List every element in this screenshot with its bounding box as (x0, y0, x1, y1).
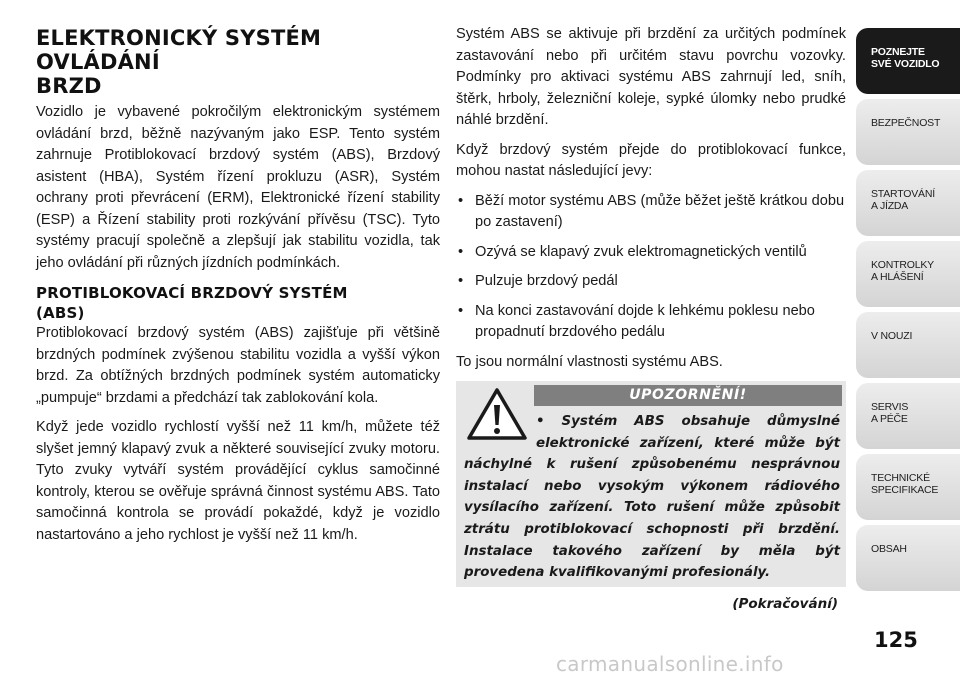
section-title-brake-control (36, 26, 440, 98)
left-column (36, 26, 440, 554)
abs-paragraph-2: Když jede vozidlo rychlostí vyšší než 11 km/h, můžete též slyšet jemný klapavý zvuk a některé související zvuky motoru. Tyto zvuky vytváří systém provádějící cyklus samočinné kontroly, kterou se ověřuje správná činnost systému ABS. Tato samočinná kontrola se provádí pokaždé, když je vozidlo nastartováno a jeho rychlost je vyšší než 11 km/h. (36, 419, 440, 543)
abs-activation-paragraph: Systém ABS se aktivuje při brzdění za určitých podmínek zastavování nebo při určitém stavu povrchu vozovky. Podmínky pro aktivaci systému ABS zahrnují led, sníh, štěrk, hrboly, železniční koleje, sypké úlomky nebo prudké náhlé brzdění. (456, 26, 846, 128)
abs-normal-paragraph: To jsou normální vlastnosti systému ABS. (456, 353, 723, 370)
tab-know-your-vehicle[interactable]: POZNEJTE SVÉ VOZIDLO (856, 28, 960, 94)
list-item: • Na konci zastavování dojde k lehkému poklesu nebo propadnutí brzdového pedálu (458, 302, 815, 340)
bullet-glyph: • (458, 273, 464, 289)
intro-paragraph: Vozidlo je vybavené pokročilým elektronickým systémem ovládání brzd, běžně nazývaným jako ESP. Tento systém zahrnuje Protiblokovací brzdový systém (ABS), Brzdový asistent (HBA), Systém řízení prokluzu (ASR), Systém ochrany proti převrácení (ERM), Elektronické řízení stability (ESP) a Řízení stability proti rozkývání přívěsu (TSC). Tyto systémy pracují společně a zlepšují jak stabilitu vozidla, tak jeho ovládání při různých jízdních podmínkách. (36, 104, 440, 271)
abs-title-line-2: (ABS) (36, 304, 85, 322)
tab-service-care[interactable]: SERVIS A PÉČE (856, 383, 960, 449)
bullet-glyph: • (458, 192, 464, 209)
title-line-2: BRZD (36, 74, 102, 98)
warning-box (456, 381, 846, 587)
page-number: 125 (874, 628, 918, 652)
tab-contents[interactable]: OBSAH (856, 525, 960, 591)
abs-title-line-1: PROTIBLOKOVACÍ BRZDOVÝ SYSTÉM (36, 284, 348, 302)
bullet-glyph: • (458, 302, 464, 319)
warning-text: • Systém ABS obsahuje důmyslné elektronické zařízení, které může být náchylné k rušení způsobenému nesprávnou instalací nebo vysokým výkonem rádiového vysílacího zařízení. Toto rušení může způsobit ztrátu protiblokovací schopnosti při brzdění. Instalace takového zařízení by měla být provedena kvalifikovanými profesionály. (464, 414, 840, 581)
right-column (456, 24, 846, 373)
title-line-1: ELEKTRONICKÝ SYSTÉM OVLÁDÁNÍ (36, 26, 322, 74)
list-item: • Pulzuje brzdový pedál (456, 271, 846, 293)
warning-header: UPOZORNĚNÍ! (534, 385, 842, 406)
tab-technical-specs[interactable]: TECHNICKÉ SPECIFIKACE (856, 454, 960, 520)
tab-emergency[interactable]: V NOUZI (856, 312, 960, 378)
warning-text-container (464, 411, 840, 584)
continued-label: (Pokračování) (732, 596, 838, 612)
chapter-tabs (856, 28, 960, 596)
list-item: • Běží motor systému ABS (může běžet ještě krátkou dobu po zastavení) (458, 192, 845, 230)
tab-warning-lights[interactable]: KONTROLKY A HLÁŠENÍ (856, 241, 960, 307)
list-item: • Ozývá se klapavý zvuk elektromagnetických ventilů (456, 242, 846, 264)
bullet-glyph: • (458, 243, 464, 260)
abs-effects-intro: Když brzdový systém přejde do protiblokovací funkce, mohou nastat následující jevy: (456, 141, 846, 179)
tab-safety[interactable]: BEZPEČNOST (856, 99, 960, 165)
section-title-abs (36, 283, 440, 323)
watermark: carmanualsonline.info (556, 652, 784, 676)
abs-paragraph-1: Protiblokovací brzdový systém (ABS) zajišťuje při většině brzdných podmínek zvýšenou stabilitu vozidla a vyšší výkon brzd. Za obtížných brzdných podmínek systém automaticky „pumpuje“ brzdami a předchází tak zablokování kola. (36, 325, 440, 406)
abs-effects-list (456, 191, 846, 344)
tab-starting-driving[interactable]: STARTOVÁNÍ A JÍZDA (856, 170, 960, 236)
